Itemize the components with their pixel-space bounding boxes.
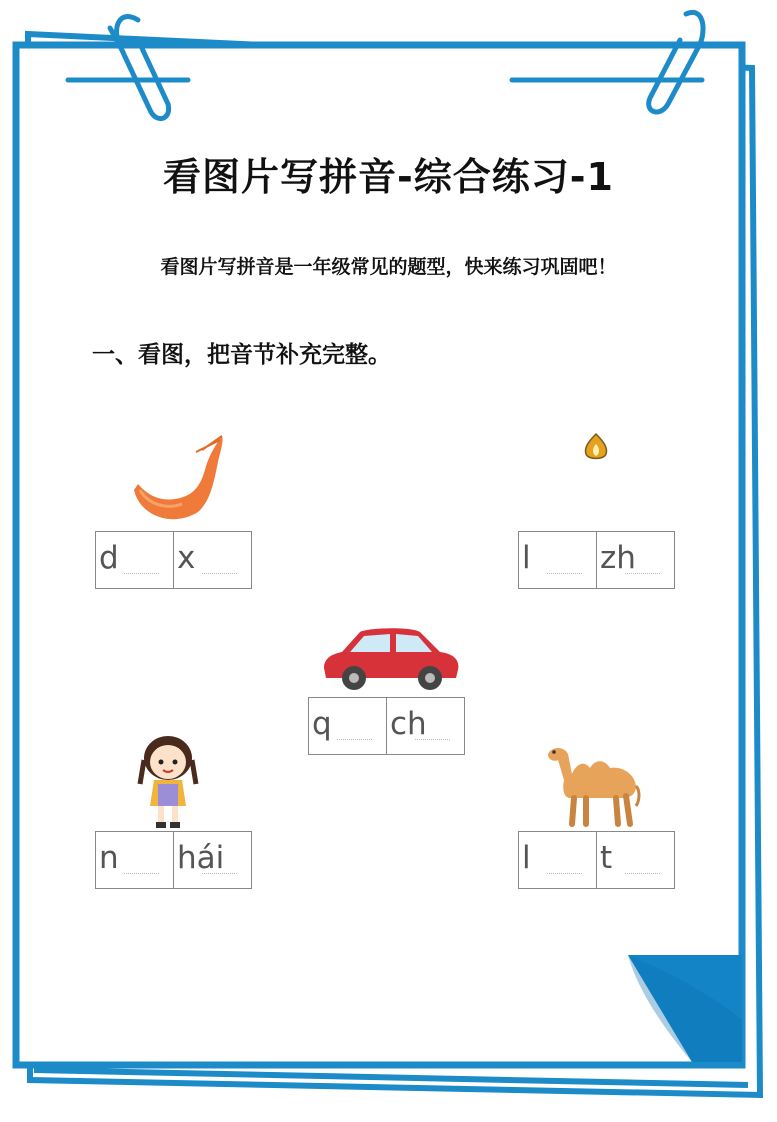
section-heading: 一、看图，把音节补充完整。 xyxy=(92,342,391,368)
shrimp-icon xyxy=(126,432,226,528)
syllable-initial[interactable]: q xyxy=(309,698,386,754)
syllable-initial[interactable]: l xyxy=(519,832,596,888)
syllable-initial[interactable]: l xyxy=(519,532,596,588)
syllable-final[interactable]: ch xyxy=(386,698,464,754)
page-title: 看图片写拼音-综合练习-1 xyxy=(163,155,614,199)
pinyin-box-3 xyxy=(308,697,465,755)
camel-icon xyxy=(540,740,644,828)
syllable-initial[interactable]: d xyxy=(96,532,173,588)
page-subtitle: 看图片写拼音是一年级常见的题型，快来练习巩固吧！ xyxy=(160,256,617,278)
pinyin-box-5 xyxy=(518,831,675,889)
syllable-final[interactable]: x xyxy=(173,532,251,588)
pinyin-box-2 xyxy=(518,531,675,589)
pinyin-box-4 xyxy=(95,831,252,889)
syllable-final[interactable]: t xyxy=(596,832,674,888)
syllable-final[interactable]: zh xyxy=(596,532,674,588)
car-icon xyxy=(320,624,462,692)
syllable-final[interactable]: hái xyxy=(173,832,251,888)
pinyin-box-1 xyxy=(95,531,252,589)
syllable-initial[interactable]: n xyxy=(96,832,173,888)
girl-icon xyxy=(136,730,200,830)
candle-flame-icon xyxy=(582,432,610,462)
